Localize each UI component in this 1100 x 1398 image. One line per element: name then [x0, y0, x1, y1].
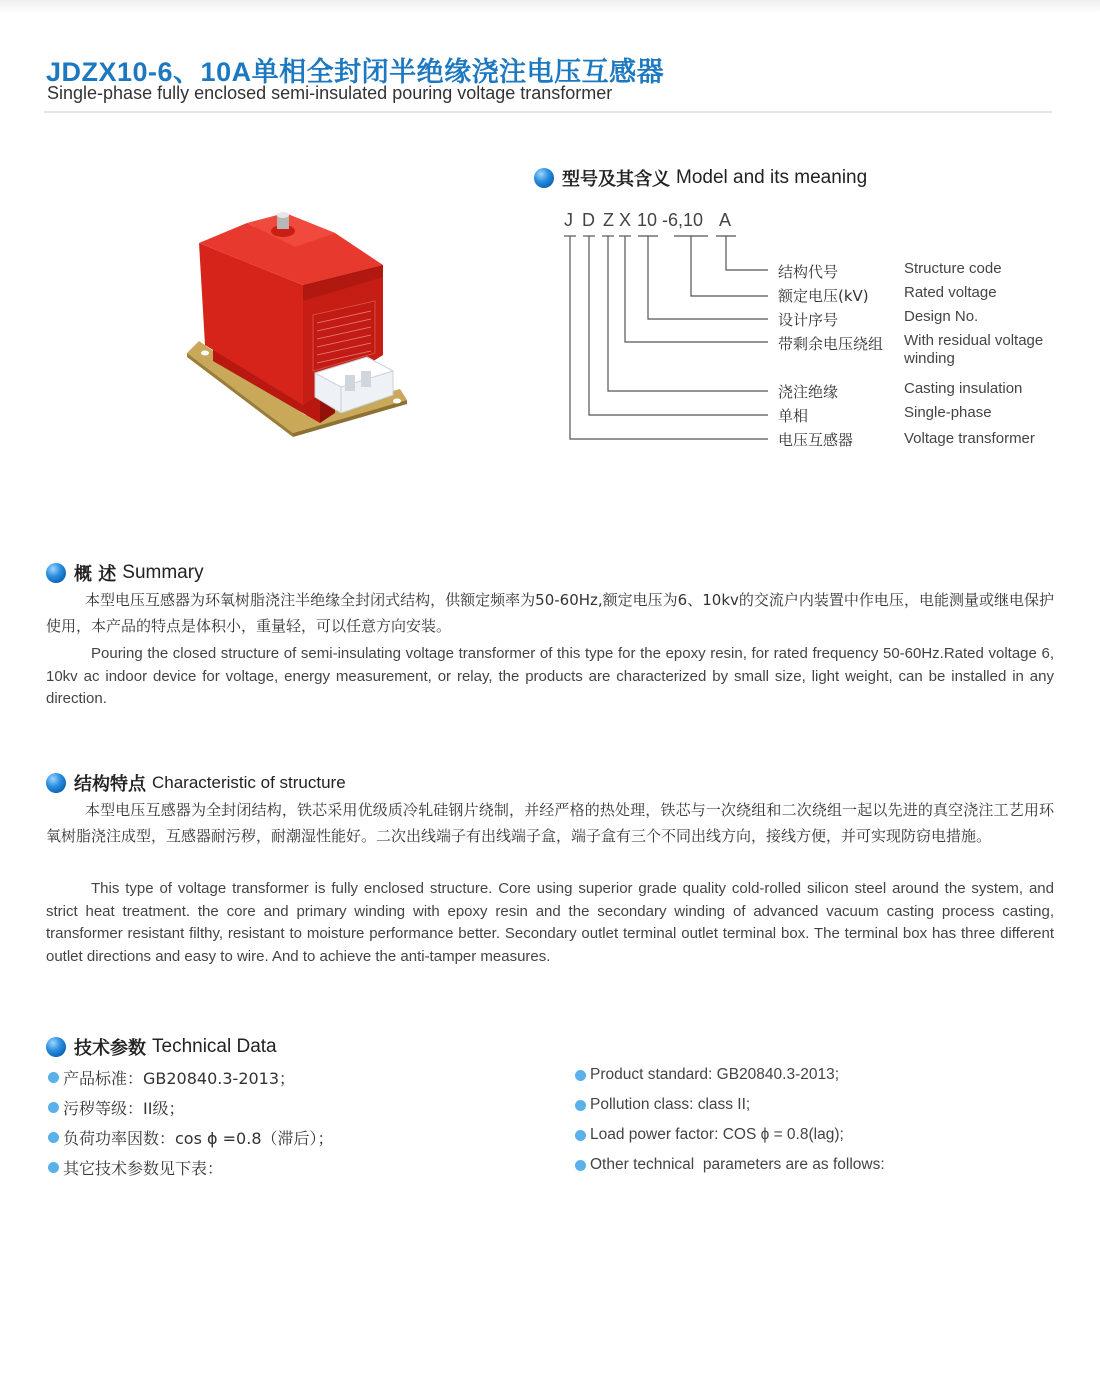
section-heading-model — [534, 165, 867, 191]
code-part-x: X — [619, 210, 632, 230]
spec-text: 负荷功率因数：cos ϕ =0.8（滞后）； — [63, 1128, 334, 1148]
spec-item-other-zh — [48, 1152, 334, 1182]
meaning-zh-voltage-transformer: 电压互感器 — [778, 431, 854, 449]
blue-ball-bullet-icon — [46, 563, 66, 583]
meaning-en-casting-insulation: Casting insulation — [904, 380, 1023, 397]
meaning-zh-design-no: 设计序号 — [778, 311, 839, 329]
section-heading-technical — [46, 1034, 277, 1060]
page-subtitle: Single-phase fully enclosed semi-insulated pouring voltage transformer — [47, 83, 613, 103]
bullet-dot-icon — [48, 1102, 59, 1113]
meaning-en-rated-voltage: Rated voltage — [904, 284, 997, 301]
page-title: JDZX10-6、10A单相全封闭半绝缘浇注电压互感器 — [46, 57, 665, 87]
spec-item-power-factor-en — [575, 1120, 885, 1150]
code-part-z: Z — [603, 210, 614, 230]
spec-text: Load power factor: COS ϕ = 0.8(lag); — [590, 1126, 844, 1143]
meaning-en-structure-code: Structure code — [904, 260, 1002, 277]
top-shade — [0, 0, 1100, 14]
meaning-zh-residual-winding: 带剩余电压绕组 — [778, 335, 884, 353]
meaning-en-voltage-transformer: Voltage transformer — [904, 430, 1035, 447]
section-heading-zh: 型号及其含义 — [562, 169, 670, 190]
bullet-dot-icon — [48, 1072, 59, 1083]
section-heading-zh: 技术参数 — [74, 1038, 146, 1059]
spec-item-power-factor-zh — [48, 1122, 334, 1152]
section-heading-en: Characteristic of structure — [152, 773, 346, 792]
meaning-en-residual-winding: With residual voltage winding — [904, 332, 1044, 367]
section-heading-summary — [46, 560, 204, 586]
summary-text-zh: 本型电压互感器为环氧树脂浇注半绝缘全封闭式结构，供额定频率为50-60Hz,额定电压为6、10kv的交流户内装置中作电压，电能测量或继电保护使用，本产品的特点是体积小，重量轻，可以任意方向安装。 — [46, 591, 1054, 635]
code-part-voltage: -6,10 — [662, 210, 704, 230]
bullet-dot-icon — [48, 1132, 59, 1143]
bullet-dot-icon — [575, 1160, 586, 1171]
title-divider — [44, 111, 1052, 113]
code-part-a: A — [719, 210, 732, 230]
bullet-dot-icon — [575, 1130, 586, 1141]
spec-item-standard-zh — [48, 1062, 334, 1092]
section-heading-en: Model and its meaning — [676, 167, 868, 188]
spec-item-pollution-zh — [48, 1092, 334, 1122]
structure-text-zh: 本型电压互感器为全封闭结构，铁芯采用优级质冷轧硅钢片绕制，并经严格的热处理，铁芯与一次绕组和二次绕组一起以先进的真空浇注工艺用环氧树脂浇注成型，互感器耐污秽，耐潮湿性能好。二次出线端子有出线端子盒，端子盒有三个不同出线方向，接线方便，并可实现防窃电措施。 — [46, 801, 1054, 845]
technical-list-en — [575, 1060, 885, 1180]
section-heading-en: Technical Data — [152, 1036, 277, 1057]
spec-text: 污秽等级：II级； — [63, 1098, 185, 1118]
spec-text: Product standard: GB20840.3-2013; — [590, 1066, 840, 1083]
bullet-dot-icon — [575, 1070, 586, 1081]
bullet-dot-icon — [575, 1100, 586, 1111]
summary-text-en: Pouring the closed structure of semi-insulating voltage transformer of this type for the epoxy resin, for rated frequency 50-60Hz.Rated voltage 6, 10kv ac indoor device for voltage, energy measurement, or relay, the products are characterized by small size, light weight, can be installed in any direction. — [46, 645, 1054, 707]
meaning-zh-structure-code: 结构代号 — [778, 263, 839, 281]
section-heading-en: Summary — [122, 562, 204, 583]
spec-text: 其它技术参数见下表： — [63, 1158, 224, 1178]
meaning-en-single-phase: Single-phase — [904, 404, 992, 421]
code-part-j: J — [564, 210, 573, 230]
spec-item-other-en — [575, 1150, 885, 1180]
transformer-illustration — [185, 205, 410, 440]
meaning-zh-casting-insulation: 浇注绝缘 — [778, 383, 839, 401]
meaning-zh-rated-voltage: 额定电压(kV) — [778, 287, 869, 305]
code-part-d: D — [582, 210, 595, 230]
meaning-en-design-no: Design No. — [904, 308, 979, 325]
technical-list-zh — [48, 1062, 334, 1182]
section-heading-structure — [46, 770, 346, 796]
spec-text: Other technical parameters are as follows: — [590, 1156, 885, 1173]
spec-text: 产品标准：GB20840.3-2013； — [63, 1068, 296, 1088]
meaning-zh-single-phase: 单相 — [778, 407, 809, 425]
section-heading-zh: 概 述 — [74, 564, 117, 585]
spec-text: Pollution class: class II; — [590, 1096, 751, 1113]
product-image — [185, 205, 410, 440]
section-heading-zh: 结构特点 — [74, 774, 146, 795]
spec-item-pollution-en — [575, 1090, 885, 1120]
blue-ball-bullet-icon — [46, 1037, 66, 1057]
blue-ball-bullet-icon — [534, 168, 554, 188]
spec-item-standard-en — [575, 1060, 885, 1090]
blue-ball-bullet-icon — [46, 773, 66, 793]
code-part-10: 10 — [637, 210, 658, 230]
structure-text-en: This type of voltage transformer is fully enclosed structure. Core using superior grade quality cold-rolled silicon steel around the system, and strict heat treatment. the core and primary winding with epoxy resin and the secondary winding of advanced vacuum casting process casting, transformer resistant filthy, resistant to moisture performance better. Secondary outlet terminal outlet terminal box. The terminal box has three different outlet directions and easy to wire. And to achieve the anti-tamper measures. — [46, 880, 1054, 965]
bullet-dot-icon — [48, 1162, 59, 1173]
